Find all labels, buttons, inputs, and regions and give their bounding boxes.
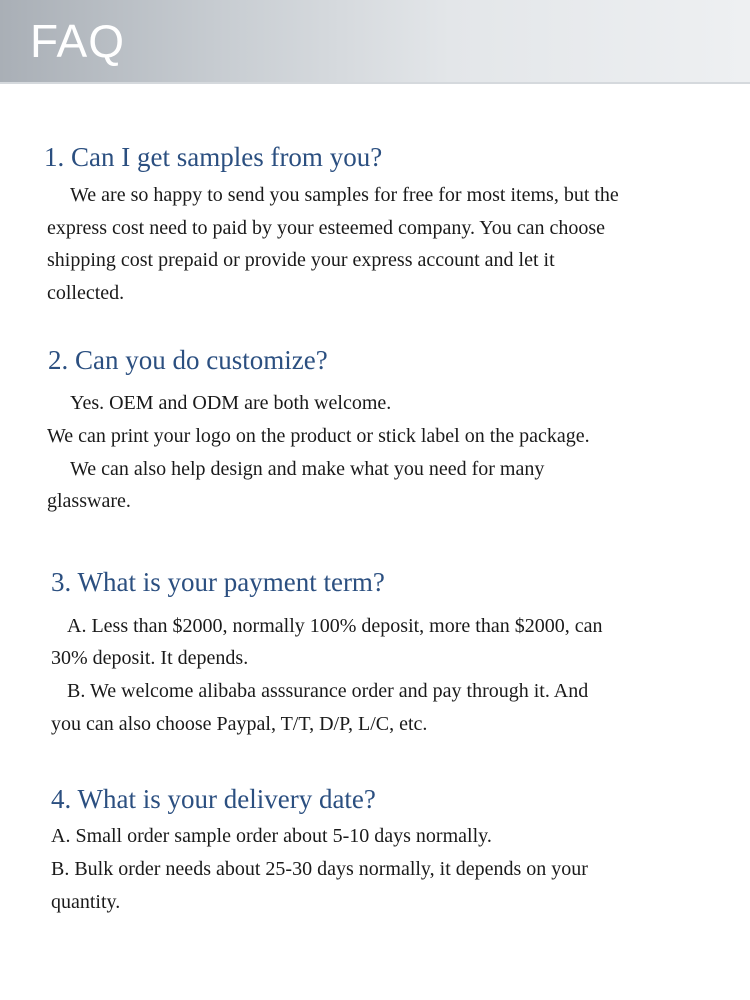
faq-question: 1. Can I get samples from you? <box>44 142 383 172</box>
faq-answer-line: A. Less than $2000, normally 100% deposit, more than $2000, can <box>67 615 603 637</box>
faq-answer-line: We can print your logo on the product or stick label on the package. <box>47 425 590 447</box>
faq-answer-line: Yes. OEM and ODM are both welcome. <box>70 392 392 414</box>
faq-question: 3. What is your payment term? <box>51 567 385 597</box>
faq-answer-line: collected. <box>47 282 125 304</box>
header-banner <box>0 0 750 84</box>
faq-question: 4. What is your delivery date? <box>51 784 376 814</box>
faq-answer-line: quantity. <box>51 891 121 913</box>
faq-answer-line: B. Bulk order needs about 25-30 days normally, it depends on your <box>51 858 588 880</box>
page-title: FAQ <box>30 15 126 67</box>
faq-answer-line: express cost need to paid by your esteemed company. You can choose <box>47 217 606 239</box>
faq-answer-line: A. Small order sample order about 5-10 days normally. <box>51 825 492 847</box>
faq-answer-line: B. We welcome alibaba asssurance order and pay through it. And <box>67 680 589 702</box>
faq-answer-line: 30% deposit. It depends. <box>51 647 249 669</box>
faq-answer-line: We are so happy to send you samples for free for most items, but the <box>70 184 619 206</box>
faq-question: 2. Can you do customize? <box>48 345 328 375</box>
faq-answer-line: you can also choose Paypal, T/T, D/P, L/C, etc. <box>51 713 428 735</box>
faq-answer-line: glassware. <box>47 490 131 512</box>
faq-answer-line: We can also help design and make what you need for many <box>70 458 545 480</box>
faq-answer-line: shipping cost prepaid or provide your express account and let it <box>47 249 555 271</box>
